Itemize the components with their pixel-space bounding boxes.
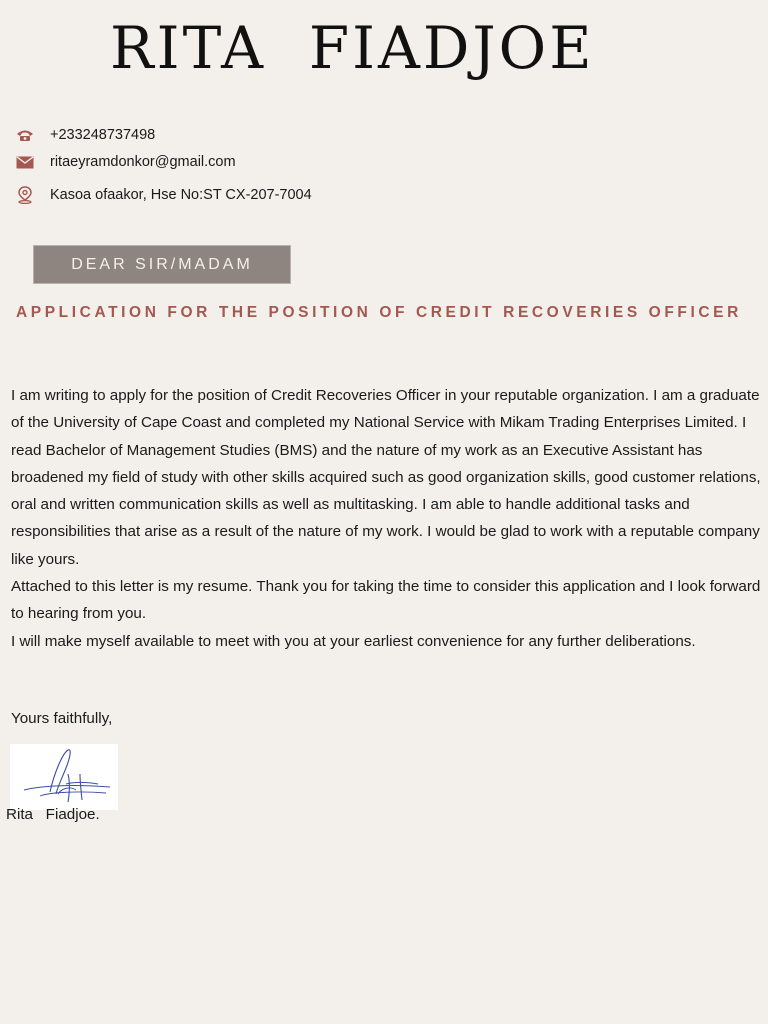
email-address: ritaeyramdonkor@gmail.com: [50, 154, 236, 170]
letter-subject: APPLICATION FOR THE POSITION OF CREDIT RECOVERIES OFFICER: [16, 304, 742, 321]
location-pin-icon: [12, 186, 38, 204]
contact-phone: [12, 126, 155, 144]
envelope-icon: [12, 153, 38, 171]
phone-icon: [12, 126, 38, 144]
street-address: Kasoa ofaakor, Hse No:ST CX-207-7004: [50, 187, 312, 203]
body-paragraph: I am writing to apply for the position of Credit Recoveries Officer in your reputable organization. I am a graduate of the University of Cape Coast and completed my National Service with Mikam Trading Enterprises Limited. I read Bachelor of Management Studies (BMS) and the nature of my work as an Executive Assistant has broadened my field of study with other skills acquired such as good organization skills, good customer relations, oral and written communication skills as well as multitasking. I am able to handle additional tasks and responsibilities that arise as a result of the nature of my work. I would be glad to work with a reputable company like yours.: [11, 387, 761, 568]
contact-email: [12, 153, 236, 171]
phone-number: +233248737498: [50, 127, 156, 143]
signed-name: Rita Fiadjoe.: [6, 806, 100, 823]
body-paragraph: I will make myself available to meet with you at your earliest convenience for any further deliberations.: [11, 632, 696, 650]
contact-address: [12, 186, 312, 204]
body-paragraph: Attached to this letter is my resume. Thank you for taking the time to consider this application and I look forward to hearing from you.: [11, 578, 761, 623]
closing-line: Yours faithfully,: [11, 710, 113, 727]
letter-body: [11, 382, 763, 655]
signature-image: [10, 744, 118, 810]
salutation-banner: DEAR SIR/MADAM: [33, 245, 291, 284]
applicant-name: RITA FIADJOE: [110, 14, 595, 82]
